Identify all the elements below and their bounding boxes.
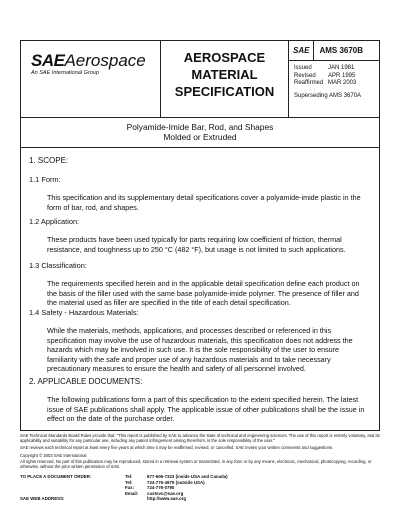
form-paragraph: This specification and its supplementary detail specifications cover a polyamide-imide plastic in the form of bar, rod, and shapes. — [47, 193, 361, 212]
tel-value: 877-606-7323 (inside USA and Canada) — [147, 474, 228, 479]
safety-heading: 1.4 Safety - Hazardous Materials: — [29, 308, 139, 317]
spec-title-line1: AEROSPACE — [183, 50, 266, 65]
doc-number-row — [289, 41, 379, 61]
contact-web-row — [20, 496, 380, 502]
footer-rights: All rights reserved. No part of this publication may be reproduced, stored in a retrieval system or transmitted, in any form or by any means, electronic, mechanical, photocopying, recording, or otherwise, without the prior written permission of SAE. — [20, 459, 372, 470]
scope-heading: 1. SCOPE: — [29, 156, 69, 165]
order-label: TO PLACE A DOCUMENT ORDER: — [20, 474, 92, 479]
body-box — [20, 148, 380, 431]
spec-title-line2: MATERIAL — [191, 67, 258, 82]
superseding-note: Superseding AMS 3670A — [294, 92, 362, 99]
document-title-box — [20, 118, 380, 148]
revised-label: Revised — [294, 72, 316, 79]
revised-row — [294, 73, 379, 81]
reaffirmed-label: Reaffirmed — [294, 80, 324, 86]
web-label: SAE WEB ADDRESS: — [20, 496, 65, 501]
doc-number: AMS 3670B — [319, 46, 364, 55]
spec-title-line3: SPECIFICATION — [174, 84, 275, 99]
safety-paragraph: While the materials, methods, applications, and processes described or referenced in this specification may involve the use of hazardous materials, this specification does not address the hazards which may be involved in such use. It is the sole responsibility of the user to ensure familiarity with the safe and proper use of any hazardous materials and to take necessary precautionary measures to ensure the health and safety of all personnel involved. — [47, 326, 353, 374]
logo-cell — [21, 41, 161, 117]
applicable-documents-heading: 2. APPLICABLE DOCUMENTS: — [29, 377, 143, 386]
logo-tagline: An SAE International Group — [31, 70, 99, 76]
date-list — [289, 61, 379, 88]
fax-value: 724-776-0790 — [147, 485, 175, 490]
tel-label: Tel: — [125, 474, 133, 479]
document-title-line1: Polyamide-Imide Bar, Rod, and Shapes — [126, 122, 274, 132]
spec-title — [161, 49, 288, 100]
footer-copyright: Copyright © 2003 SAE International — [20, 453, 87, 458]
doc-info-cell — [289, 41, 379, 117]
web-value[interactable]: http://www.sae.org — [147, 496, 187, 501]
spec-title-cell — [161, 41, 289, 117]
contact-spacer — [125, 496, 147, 502]
tel2-label: Tel: — [125, 479, 133, 485]
reaffirmed-value: MAR 2003 — [328, 80, 357, 86]
logo-aerospace-text: Aerospace — [64, 51, 146, 70]
sae-aerospace-logo — [31, 51, 146, 76]
order-contact-block — [20, 474, 380, 502]
issued-row — [294, 65, 379, 73]
revised-value: APR 1995 — [328, 72, 356, 79]
footer-review: SAE reviews each technical report at least every five years at which time it may be reaffirmed, revised, or cancelled. SAE invites your written comments and suggestions. — [20, 445, 334, 450]
footer-rules: SAE Technical Standards Board Rules provide that: "This report is published by SAE to advance the state of technical and engineering sciences. The use of this report is entirely voluntary, and its applicability and suitability for any particular use, including any patent infringement arising therefrom, is the sole responsibility of the user." — [20, 433, 380, 444]
reaffirmed-row — [294, 80, 379, 88]
fax-label: Fax: — [125, 485, 135, 490]
application-heading: 1.2 Application: — [29, 217, 80, 226]
issued-label: Issued — [294, 65, 312, 71]
classification-heading: 1.3 Classification: — [29, 261, 87, 270]
applicable-documents-paragraph: The following publications form a part of this specification to the extent specified herein. The latest issue of SAE publications shall apply. The applicable issue of other publications shall be the issue in effect on the date of the purchase order. — [47, 395, 365, 424]
application-paragraph: These products have been used typically for parts requiring low coefficient of friction, thermal resistance, and toughness up to 250 °C (482 °F), but usage is not limited to such applications. — [47, 235, 346, 254]
sae-mini-logo: SAE — [289, 41, 314, 60]
tel2-value: 724-776-4970 (outside USA) — [147, 479, 205, 485]
header-block — [20, 40, 380, 118]
email-value[interactable]: custsvc@sae.org — [147, 490, 184, 496]
form-heading: 1.1 Form: — [29, 175, 61, 184]
issued-value: JAN 1981 — [328, 65, 355, 71]
logo-sae-text: SAE — [31, 51, 65, 70]
email-label: Email: — [125, 490, 139, 496]
document-title-line2: Molded or Extruded — [163, 132, 237, 142]
classification-paragraph: The requirements specified herein and in the applicable detail specification define each product on the basis of the filler used with the same base polyamide-imide polymer. The presence of filler and the material used as filler are specified in the title of each detail specification. — [47, 279, 360, 308]
